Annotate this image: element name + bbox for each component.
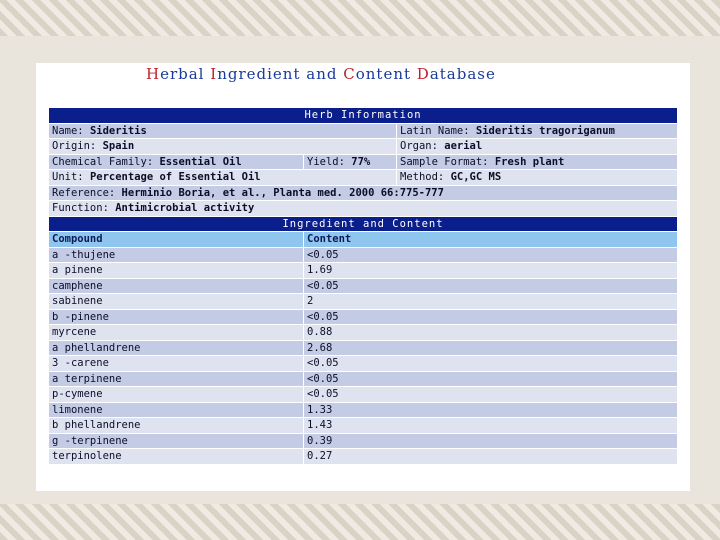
content-cell: 0.27 (304, 449, 677, 464)
table-row (49, 263, 677, 278)
title-rest-1: erbal (160, 65, 211, 83)
name-cell (49, 124, 396, 139)
content-cell: <0.05 (304, 279, 677, 294)
origin-value: Spain (102, 140, 135, 152)
compound-cell: b phellandrene (49, 418, 303, 433)
table-row (49, 434, 677, 449)
decorative-border-top (0, 0, 720, 36)
content-cell: 2 (304, 294, 677, 309)
compound-cell: terpinolene (49, 449, 303, 464)
compound-cell: a pinene (49, 263, 303, 278)
page-title (146, 65, 496, 85)
origin-label: Origin: (52, 140, 97, 152)
chemical-family-label: Chemical Family: (52, 155, 154, 168)
title-cap-d: D (416, 65, 430, 83)
sample-format-cell (397, 155, 677, 170)
sample-format-value: Fresh plant (494, 155, 565, 168)
title-cap-c: C (343, 65, 356, 83)
latin-name-value: Sideritis tragoriganum (475, 124, 615, 137)
method-label: Method: (400, 171, 445, 183)
content-cell: 1.33 (304, 403, 677, 418)
organ-cell (397, 139, 677, 154)
reference-value: Herminio Boria, et al., Planta med. 2000 66:775-777 (121, 186, 444, 199)
sample-format-label: Sample Format: (400, 155, 489, 168)
table-row (49, 449, 677, 464)
organ-label: Organ: (400, 140, 438, 152)
table-row (49, 356, 677, 371)
yield-label: Yield: (307, 155, 345, 168)
unit-cell (49, 170, 396, 185)
compound-cell: a terpinene (49, 372, 303, 387)
chemical-family-value: Essential Oil (159, 155, 242, 168)
content-cell: 2.68 (304, 341, 677, 356)
content-column-header: Content (304, 232, 677, 247)
method-value: GC,GC MS (450, 171, 502, 183)
compound-cell: sabinene (49, 294, 303, 309)
table-row (49, 387, 677, 402)
content-cell: <0.05 (304, 387, 677, 402)
compound-cell: camphene (49, 279, 303, 294)
content-cell: <0.05 (304, 310, 677, 325)
table-row (49, 341, 677, 356)
table-row (49, 248, 677, 263)
table-row (49, 279, 677, 294)
method-cell (397, 170, 677, 185)
title-rest-2: ngredient and (217, 65, 344, 83)
database-screenshot (36, 63, 690, 491)
content-cell: 1.69 (304, 263, 677, 278)
herb-information-header: Herb Information (49, 108, 677, 123)
function-cell (49, 201, 677, 216)
content-cell: <0.05 (304, 372, 677, 387)
unit-label: Unit: (52, 171, 84, 183)
ingredient-content-header: Ingredient and Content (49, 217, 677, 232)
name-label: Name: (52, 124, 84, 137)
title-cap-h: H (146, 65, 161, 83)
content-cell: <0.05 (304, 356, 677, 371)
latin-name-cell (397, 124, 677, 139)
title-rest-4: atabase (429, 65, 496, 83)
compound-cell: a -thujene (49, 248, 303, 263)
content-cell: <0.05 (304, 248, 677, 263)
yield-value: 77% (351, 155, 371, 168)
compound-cell: g -terpinene (49, 434, 303, 449)
table-row (49, 403, 677, 418)
reference-cell (49, 186, 677, 201)
yield-cell (304, 155, 396, 170)
unit-value: Percentage of Essential Oil (89, 171, 261, 183)
content-cell: 0.39 (304, 434, 677, 449)
function-value: Antimicrobial activity (115, 202, 255, 214)
origin-cell (49, 139, 396, 154)
latin-name-label: Latin Name: (400, 124, 470, 137)
table-row (49, 372, 677, 387)
table-row (49, 418, 677, 433)
compound-cell: p-cymene (49, 387, 303, 402)
name-value: Sideritis (89, 124, 147, 137)
organ-value: aerial (444, 140, 483, 152)
content-cell: 1.43 (304, 418, 677, 433)
compound-column-header: Compound (49, 232, 303, 247)
compound-cell: b -pinene (49, 310, 303, 325)
content-cell: 0.88 (304, 325, 677, 340)
table-row (49, 325, 677, 340)
table-row (49, 294, 677, 309)
compound-cell: a phellandrene (49, 341, 303, 356)
herb-info-table (48, 107, 678, 465)
table-row (49, 310, 677, 325)
chemical-family-cell (49, 155, 303, 170)
compound-cell: 3 -carene (49, 356, 303, 371)
reference-label: Reference: (52, 186, 116, 199)
decorative-border-bottom (0, 504, 720, 540)
title-rest-3: ontent (355, 65, 417, 83)
title-cap-i: I (210, 65, 218, 83)
compound-cell: limonene (49, 403, 303, 418)
function-label: Function: (52, 202, 109, 214)
compound-cell: myrcene (49, 325, 303, 340)
